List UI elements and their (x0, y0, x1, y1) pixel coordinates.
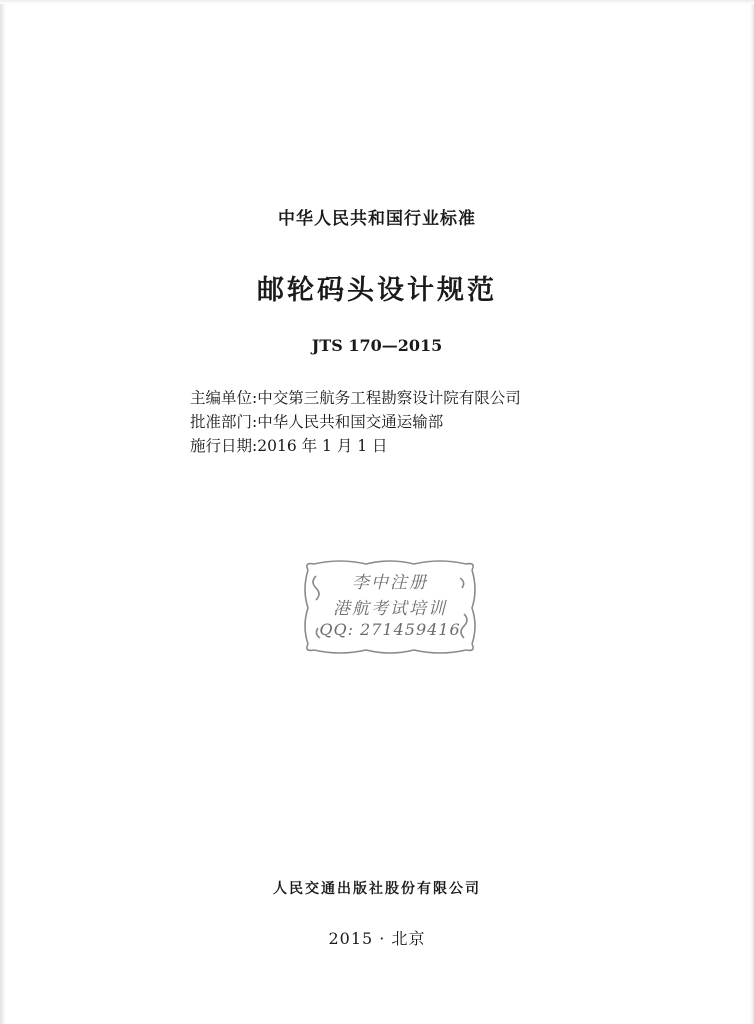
scan-edge-top (0, 0, 754, 4)
watermark-text (300, 556, 480, 658)
watermark-line: QQ: 271459416 (319, 620, 461, 639)
meta-label: 批准部门 (190, 413, 253, 431)
publication-place-year: 2015 · 北京 (328, 929, 426, 948)
meta-label: 主编单位 (190, 389, 253, 407)
meta-row-approver (190, 410, 650, 434)
meta-separator: : (252, 389, 258, 407)
document-meta (190, 386, 650, 458)
meta-value: 2016 年 1 月 1 日 (257, 437, 388, 455)
meta-row-editor (190, 386, 650, 410)
meta-label: 施行日期 (190, 437, 253, 455)
document-title: 邮轮码头设计规范 (257, 275, 497, 306)
standard-category: 中华人民共和国行业标准 (278, 209, 476, 229)
publisher-name: 人民交通出版社股份有限公司 (273, 881, 481, 897)
meta-separator: : (252, 413, 258, 431)
meta-value: 中华人民共和国交通运输部 (257, 413, 444, 431)
meta-separator: : (252, 437, 258, 455)
meta-row-effective-date (190, 434, 650, 458)
meta-value: 中交第三航务工程勘察设计院有限公司 (257, 389, 521, 407)
scan-edge-right (750, 0, 754, 1024)
scan-edge-left (0, 0, 6, 1024)
watermark-line: 李中注册 (352, 573, 428, 593)
watermark-stamp (300, 556, 480, 658)
watermark-line: 港航考试培训 (333, 599, 447, 619)
standard-code: JTS 170—2015 (311, 336, 443, 355)
